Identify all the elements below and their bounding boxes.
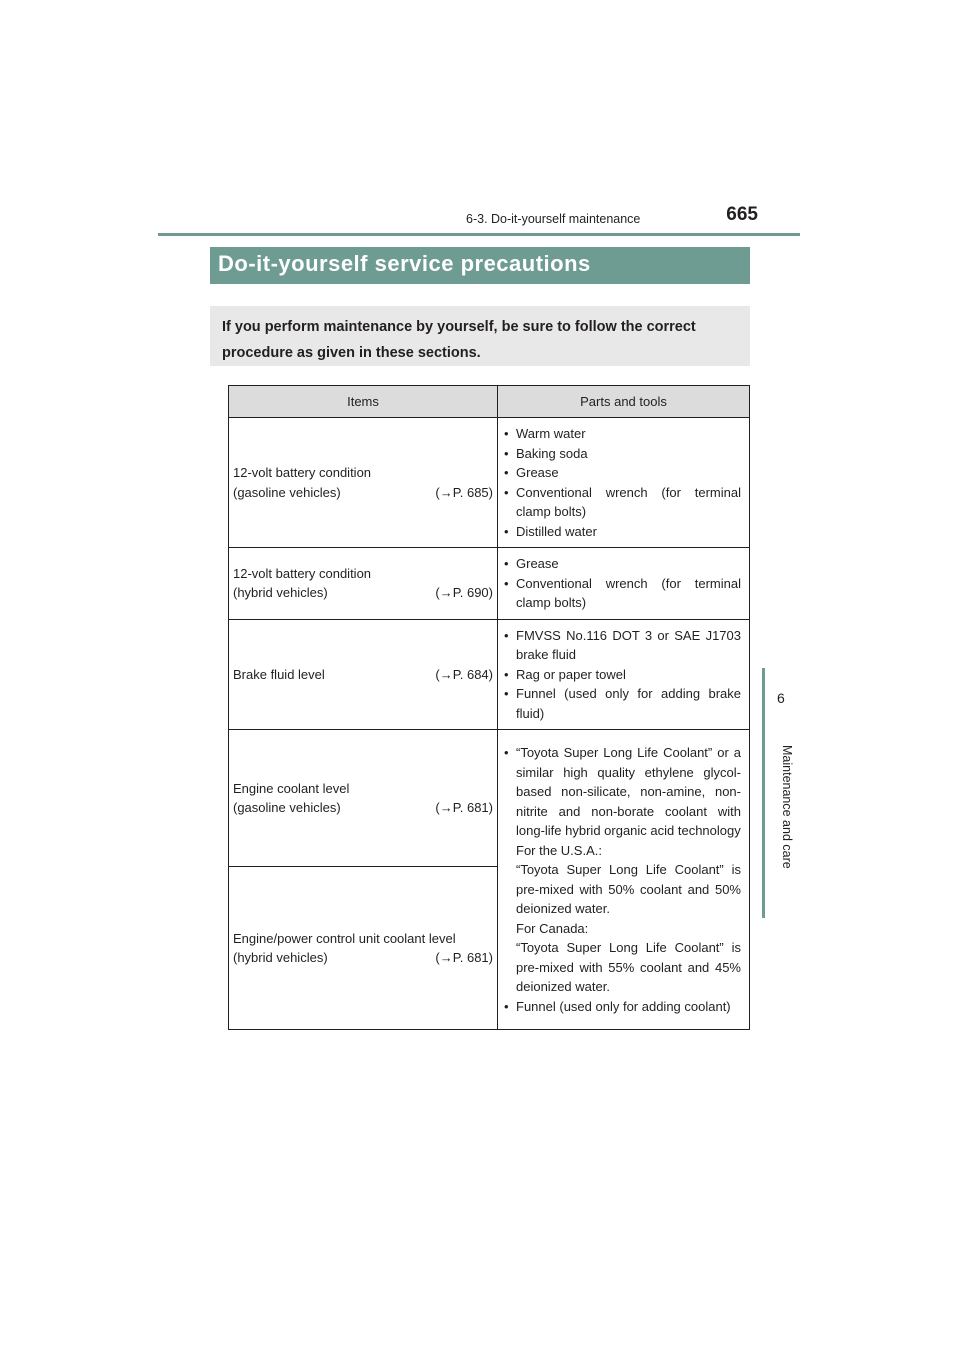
parts-cell bbox=[498, 548, 750, 620]
parts-cell bbox=[498, 619, 750, 730]
item-cell bbox=[229, 867, 498, 1030]
page-header bbox=[158, 200, 800, 234]
page-number: 665 bbox=[726, 204, 758, 225]
header-rule bbox=[158, 233, 800, 236]
item-cell bbox=[229, 418, 498, 548]
page-ref: (→P. 681) bbox=[435, 950, 493, 965]
item-name: Engine/power control unit coolant level bbox=[233, 930, 456, 946]
table-row bbox=[229, 418, 750, 548]
list-item: • Grease bbox=[504, 463, 741, 483]
list-item: • Funnel (used only for adding coolant) bbox=[504, 997, 741, 1017]
list-item: • Distilled water bbox=[504, 522, 741, 542]
item-qualifier: (gasoline vehicles) bbox=[233, 484, 341, 500]
intro-box: If you perform maintenance by yourself, be sure to follow the correct procedure as given in these sections. bbox=[210, 306, 750, 366]
chapter-label: Maintenance and care bbox=[780, 745, 794, 869]
item-cell bbox=[229, 548, 498, 620]
page-ref: (→P. 681) bbox=[435, 800, 493, 815]
table-row bbox=[229, 548, 750, 620]
header-parts: Parts and tools bbox=[498, 386, 750, 418]
usa-text: “Toyota Super Long Life Coolant” is pre-mixed with 50% coolant and 50% deionized water. bbox=[516, 862, 741, 916]
page-ref: (→P. 685) bbox=[435, 484, 493, 500]
canada-text: “Toyota Super Long Life Coolant” is pre-mixed with 55% coolant and 45% deionized water. bbox=[516, 940, 741, 994]
item-name: Engine coolant level bbox=[233, 780, 350, 796]
usa-label: For the U.S.A.: bbox=[516, 842, 602, 858]
item-name: 12-volt battery condition bbox=[233, 565, 372, 581]
table-header-row bbox=[229, 386, 750, 418]
list-item: • Warm water bbox=[504, 424, 741, 444]
table-row bbox=[229, 619, 750, 730]
list-item: • Rag or paper towel bbox=[504, 665, 741, 685]
parts-table bbox=[228, 385, 750, 1030]
coolant-spec: • “Toyota Super Long Life Coolant” or a similar high quality ethylene glycol-based non-silicate, non-amine, non-nitrite and non-borate coolant with long-life hybrid organic acid technology bbox=[516, 745, 741, 838]
item-cell bbox=[229, 730, 498, 867]
item-qualifier: (gasoline vehicles) bbox=[233, 800, 341, 815]
list-item: • Grease bbox=[504, 554, 741, 574]
section-title: 6-3. Do-it-yourself maintenance bbox=[466, 212, 641, 226]
page-ref: (→P. 684) bbox=[435, 666, 493, 682]
page-ref: (→P. 690) bbox=[435, 585, 493, 601]
list-item bbox=[504, 743, 741, 997]
item-name: 12-volt battery condition bbox=[233, 465, 372, 480]
item-name: Brake fluid level bbox=[233, 666, 325, 682]
list-item: • FMVSS No.116 DOT 3 or SAE J1703 brake fluid bbox=[504, 626, 741, 665]
parts-cell bbox=[498, 730, 750, 1030]
list-item: • Baking soda bbox=[504, 444, 741, 464]
parts-cell bbox=[498, 418, 750, 548]
header-items: Items bbox=[229, 386, 498, 418]
page-title: Do-it-yourself service precautions bbox=[210, 247, 750, 284]
table-row bbox=[229, 730, 750, 867]
item-qualifier: (hybrid vehicles) bbox=[233, 950, 328, 965]
chapter-number: 6 bbox=[777, 690, 785, 706]
canada-label: For Canada: bbox=[516, 920, 589, 936]
list-item: • Conventional wrench (for terminal clamp bolts) bbox=[504, 574, 741, 613]
list-item: • Funnel (used only for adding brake fluid) bbox=[504, 684, 741, 723]
item-cell bbox=[229, 619, 498, 730]
list-item: • Conventional wrench (for terminal clamp bolts) bbox=[504, 483, 741, 522]
item-qualifier: (hybrid vehicles) bbox=[233, 585, 328, 601]
